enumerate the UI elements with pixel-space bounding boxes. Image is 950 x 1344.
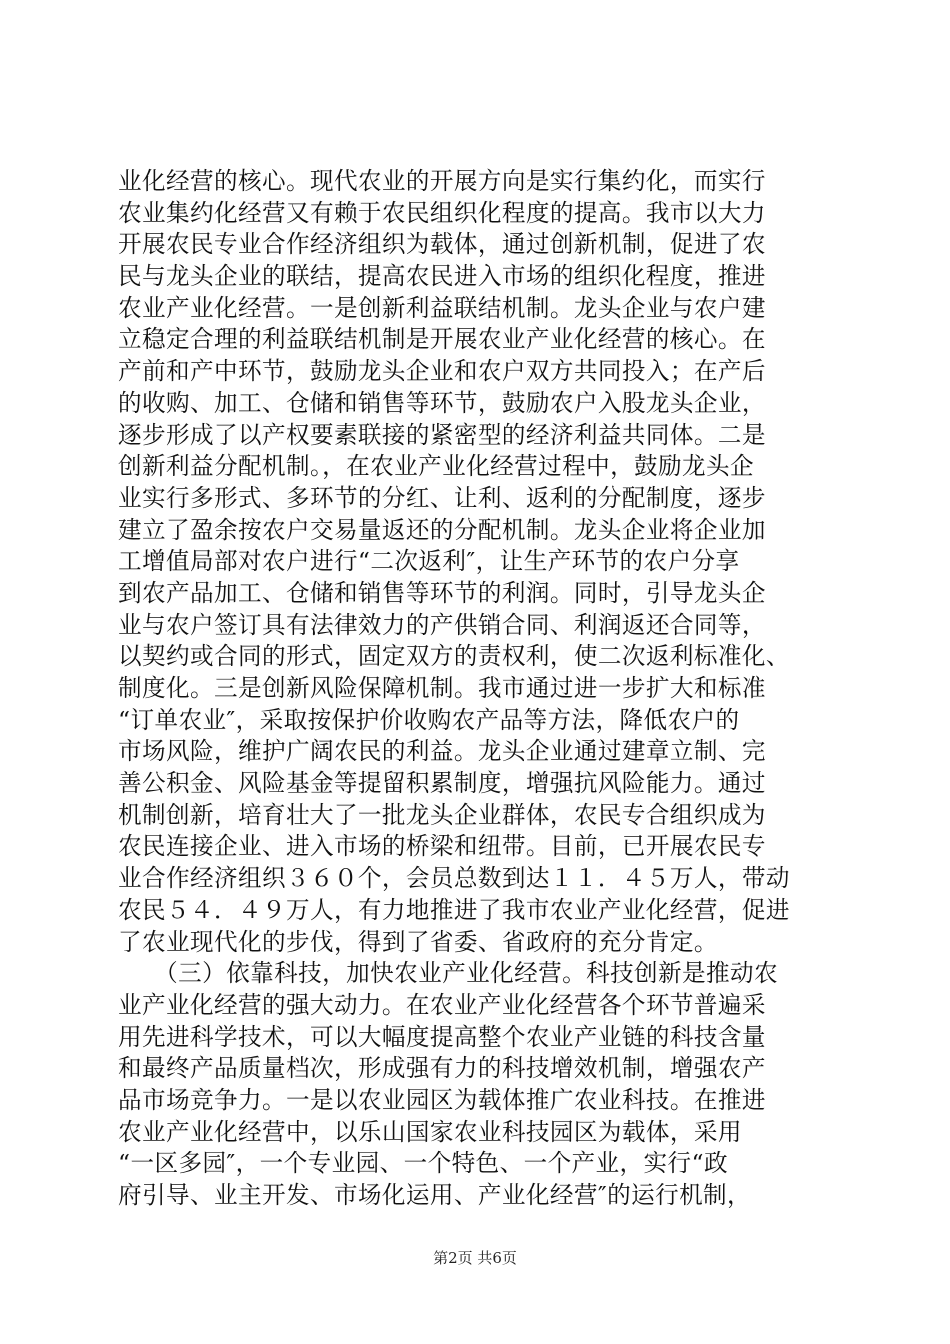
- body-text-line: “订单农业″，采取按保护价收购农产品等方法，降低农户的: [118, 705, 740, 734]
- body-text-line: 以契约或合同的形式，固定双方的责权利，使二次返利标准化、: [118, 642, 790, 671]
- body-text-line: 品市场竞争力。一是以农业园区为载体推广农业科技。在推进: [118, 1085, 766, 1114]
- body-text-line: （三）依靠科技，加快农业产业化经营。科技创新是推动农: [118, 959, 779, 988]
- body-text-line: 了农业现代化的步伐，得到了省委、省政府的充分肯定。: [118, 927, 718, 956]
- body-text-line: 善公积金、风险基金等提留积累制度，增强抗风险能力。通过: [118, 769, 766, 798]
- body-text-line: 业合作经济组织３６０个，会员总数到达１１．４５万人，带动: [118, 864, 790, 893]
- body-text-line: 机制创新，培育壮大了一批龙头企业群体，农民专合组织成为: [118, 800, 766, 829]
- body-text-line: 立稳定合理的利益联结机制是开展农业产业化经营的核心。在: [118, 325, 766, 354]
- body-text-line: 业与农户签订具有法律效力的产供销合同、利润返还合同等，: [118, 610, 766, 639]
- body-text-line: 业产业化经营的强大动力。在农业产业化经营各个环节普遍采: [118, 990, 766, 1019]
- page-footer: 第2页 共6页: [433, 1249, 517, 1267]
- body-text-line: 工增值局部对农户进行“二次返利″，让生产环节的农户分享: [118, 547, 740, 576]
- body-text-line: 农业产业化经营。一是创新利益联结机制。龙头企业与农户建: [118, 293, 766, 322]
- body-text-line: “一区多园″，一个专业园、一个特色、一个产业，实行“政: [118, 1149, 728, 1178]
- body-text-line: 逐步形成了以产权要素联接的紧密型的经济利益共同体。二是: [118, 420, 766, 449]
- body-text-line: 农业产业化经营中，以乐山国家农业科技园区为载体，采用: [118, 1117, 742, 1146]
- body-text-line: 府引导、业主开发、市场化运用、产业化经营″的运行机制，: [118, 1181, 752, 1209]
- body-text-line: 业实行多形式、多环节的分红、让利、返利的分配制度，逐步: [118, 483, 766, 512]
- body-text-line: 产前和产中环节，鼓励龙头企业和农户双方共同投入；在产后: [118, 357, 766, 386]
- body-text-line: 到农产品加工、仓储和销售等环节的利润。同时，引导龙头企: [118, 578, 766, 607]
- body-text-line: 农业集约化经营又有赖于农民组织化程度的提高。我市以大力: [118, 198, 766, 227]
- document-body: [118, 166, 836, 1212]
- body-text-line: 建立了盈余按农户交易量返还的分配机制。龙头企业将企业加: [118, 515, 766, 544]
- body-text-line: 市场风险，维护广阔农民的利益。龙头企业通过建章立制、完: [118, 737, 766, 766]
- body-text-line: 创新利益分配机制。，在农业产业化经营过程中，鼓励龙头企: [118, 452, 755, 481]
- body-text-line: 和最终产品质量档次，形成强有力的科技增效机制，增强农产: [118, 1054, 766, 1083]
- body-text-line: 农民５４．４９万人，有力地推进了我市农业产业化经营，促进: [118, 895, 790, 924]
- body-text-line: 民与龙头企业的联结，提高农民进入市场的组织化程度，推进: [118, 262, 766, 291]
- body-text-line: 开展农民专业合作经济组织为载体，通过创新机制，促进了农: [118, 230, 766, 259]
- body-text-line: 业化经营的核心。现代农业的开展方向是实行集约化，而实行: [118, 167, 766, 195]
- body-text-line: 用先进科学技术，可以大幅度提高整个农业产业链的科技含量: [118, 1022, 766, 1051]
- body-text-line: 的收购、加工、仓储和销售等环节，鼓励农户入股龙头企业，: [118, 388, 766, 417]
- body-text-line: 制度化。三是创新风险保障机制。我市通过进一步扩大和标准: [118, 674, 766, 702]
- body-text-line: 农民连接企业、进入市场的桥梁和纽带。目前，已开展农民专: [118, 832, 766, 861]
